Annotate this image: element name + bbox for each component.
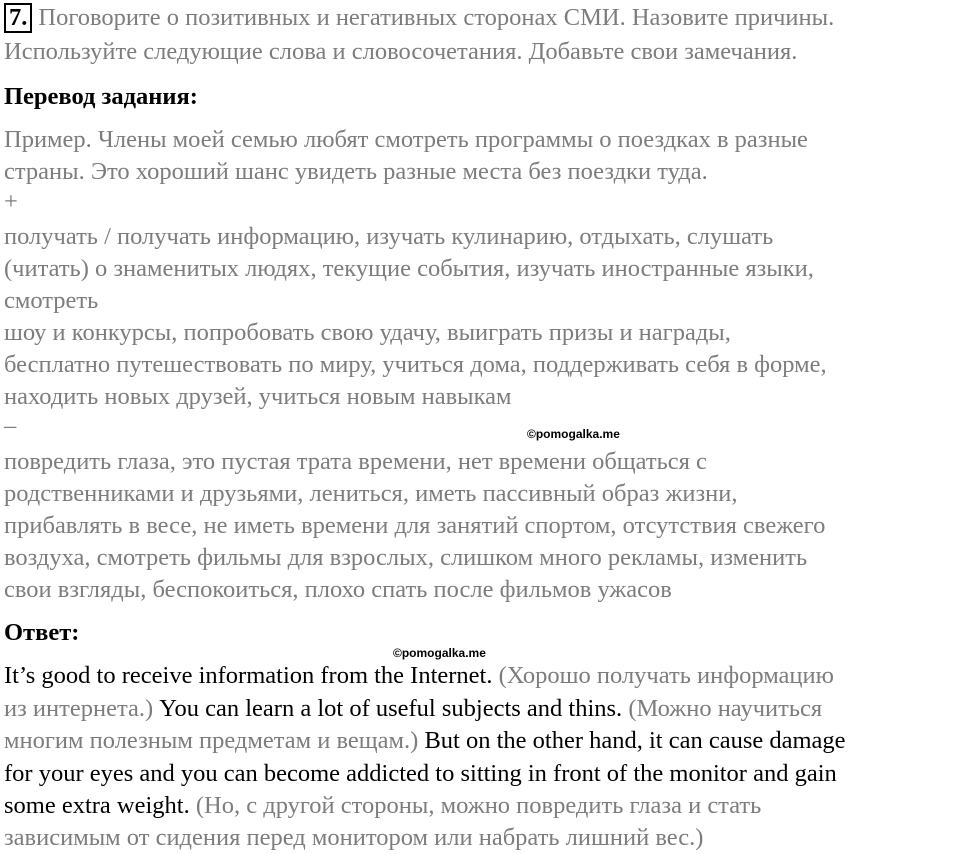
- translation-line: страны. Это хороший шанс увидеть разные места без поездки туда.: [4, 158, 708, 185]
- translation-line: Пример. Члены моей семью любят смотреть программы о поездках в разные: [4, 126, 808, 153]
- task-line-1: [4, 2, 834, 34]
- answer-line-5: [4, 790, 761, 822]
- plus-sign: +: [4, 188, 18, 215]
- answer-russian-text: (Но, с другой стороны, можно повредить глаза и стать: [195, 792, 762, 819]
- minus-sign: –: [4, 412, 17, 439]
- task-line-2: Используйте следующие слова и словосочетания. Добавьте свои замечания.: [4, 38, 798, 65]
- answer-english-text: It’s good to receive information from the Internet.: [4, 662, 493, 689]
- answer-line-6: [4, 822, 703, 854]
- answer-russian-text: зависимым от сидения перед монитором или набрать лишний вес.): [4, 824, 704, 851]
- translation-line: повредить глаза, это пустая трата времени, нет времени общаться с: [4, 448, 707, 475]
- watermark: ©pomogalka.me: [527, 427, 620, 441]
- translation-heading: Перевод задания:: [4, 83, 198, 110]
- answer-line-1: [4, 660, 834, 692]
- translation-line: (читать) о знаменитых людях, текущие события, изучать иностранные языки,: [4, 255, 814, 282]
- answer-line-4: [4, 758, 837, 790]
- answer-russian-text: (Можно научиться: [628, 695, 823, 722]
- answer-russian-text: многим полезным предметам и вещам.): [4, 727, 419, 754]
- translation-line: находить новых друзей, учиться новым навыкам: [4, 383, 512, 410]
- translation-line: родственниками и друзьями, лениться, иметь пассивный образ жизни,: [4, 480, 738, 507]
- answer-russian-text: (Хорошо получать информацию: [498, 662, 834, 689]
- translation-line: прибавлять в весе, не иметь времени для занятий спортом, отсутствия свежего: [4, 512, 826, 539]
- translation-line: получать / получать информацию, изучать кулинарию, отдыхать, слушать: [4, 223, 774, 250]
- translation-line: воздуха, смотреть фильмы для взрослых, слишком много рекламы, изменить: [4, 544, 808, 571]
- answer-russian-text: из интернета.): [4, 695, 154, 722]
- translation-line: шоу и конкурсы, попробовать свою удачу, выиграть призы и награды,: [4, 319, 731, 346]
- answer-line-2: [4, 693, 822, 725]
- translation-line: смотреть: [4, 287, 99, 314]
- answer-english-text: for your eyes and you can become addicted to sitting in front of the monitor and gain: [4, 760, 837, 787]
- answer-line-3: [4, 725, 846, 757]
- watermark: ©pomogalka.me: [393, 646, 486, 660]
- answer-heading: Ответ:: [4, 619, 80, 646]
- answer-english-text: some extra weight.: [4, 792, 190, 819]
- task-number-badge: 7.: [4, 3, 32, 33]
- translation-line: бесплатно путешествовать по миру, учиться дома, поддерживать себя в форме,: [4, 351, 827, 378]
- translation-line: свои взгляды, беспокоиться, плохо спать после фильмов ужасов: [4, 576, 672, 603]
- answer-english-text: You can learn a lot of useful subjects and thins.: [159, 695, 623, 722]
- answer-english-text: But on the other hand, it can cause damage: [424, 727, 846, 754]
- task-text-1: Поговорите о позитивных и негативных сторонах СМИ. Назовите причины.: [38, 4, 835, 31]
